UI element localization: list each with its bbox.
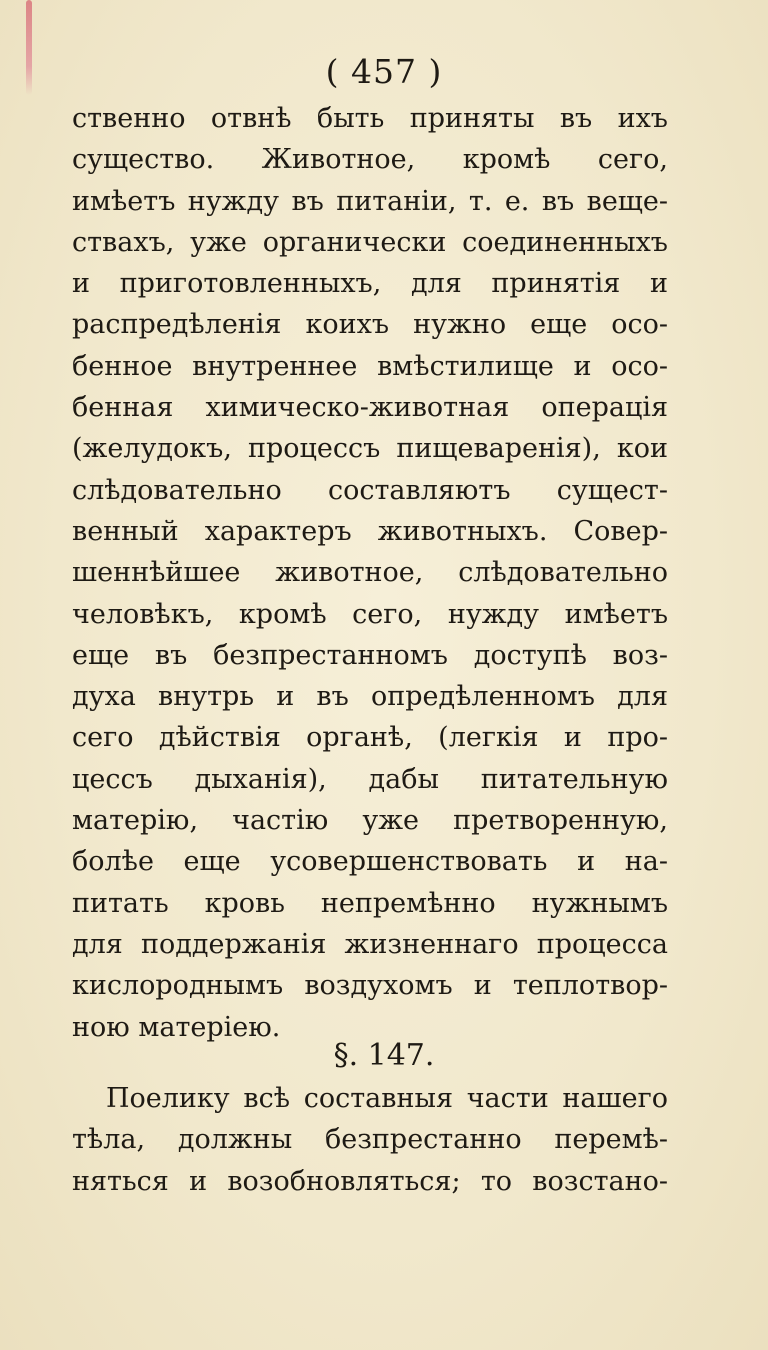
text-line: для поддержанія жизненнаго процесса xyxy=(72,928,668,960)
text-line: существо. Животное, кромѣ сего, xyxy=(72,144,668,176)
text-line: цессъ дыханія), дабы питательную xyxy=(72,763,668,795)
main-paragraph xyxy=(72,98,668,1048)
text-line: еще въ безпрестанномъ доступѣ воз- xyxy=(72,639,668,671)
text-line: человѣкъ, кромѣ сего, нужду имѣетъ xyxy=(72,598,668,630)
text-line: венный характеръ животныхъ. Совер- xyxy=(72,515,668,547)
text-line: тѣла, должны безпрестанно перемѣ- xyxy=(72,1124,668,1156)
text-line: кислороднымъ воздухомъ и теплотвор- xyxy=(72,970,668,1002)
text-line: слѣдовательно составляютъ сущест- xyxy=(72,474,668,506)
page-number: ( 457 ) xyxy=(325,52,443,91)
text-line: сего дѣйствія органѣ, (легкія и про- xyxy=(72,722,668,754)
section-paragraph xyxy=(72,1078,668,1202)
text-line: (желудокъ, процессъ пищеваренія), кои xyxy=(72,433,668,465)
text-line: духа внутрь и въ опредѣленномъ для xyxy=(72,681,668,713)
text-line: болѣе еще усовершенствовать и на- xyxy=(72,846,668,878)
text-line: распредѣленія коихъ нужно еще осо- xyxy=(72,309,668,341)
text-line: бенное внутреннее вмѣстилище и осо- xyxy=(72,350,668,382)
section-heading: §. 147. xyxy=(333,1038,435,1073)
text-line: матерію, частію уже претворенную, xyxy=(72,805,668,837)
text-line: и приготовленныхъ, для принятія и xyxy=(72,268,668,300)
text-line: питать кровь непремѣнно нужнымъ xyxy=(72,887,668,919)
text-line: имѣетъ нужду въ питаніи, т. е. въ веще- xyxy=(72,185,668,217)
text-line: няться и возобновляться; то возстано- xyxy=(72,1165,668,1197)
text-line: шеннѣйшее животное, слѣдовательно xyxy=(72,557,668,589)
text-line: бенная химическо-животная операція xyxy=(72,392,668,424)
text-line: ствахъ, уже органически соединенныхъ xyxy=(72,226,668,258)
text-line: Поелику всѣ составныя части нашего xyxy=(106,1083,668,1114)
text-line: ною матеріею. xyxy=(72,1011,281,1043)
text-line: ственно отвнѣ быть приняты въ ихъ xyxy=(72,103,668,134)
